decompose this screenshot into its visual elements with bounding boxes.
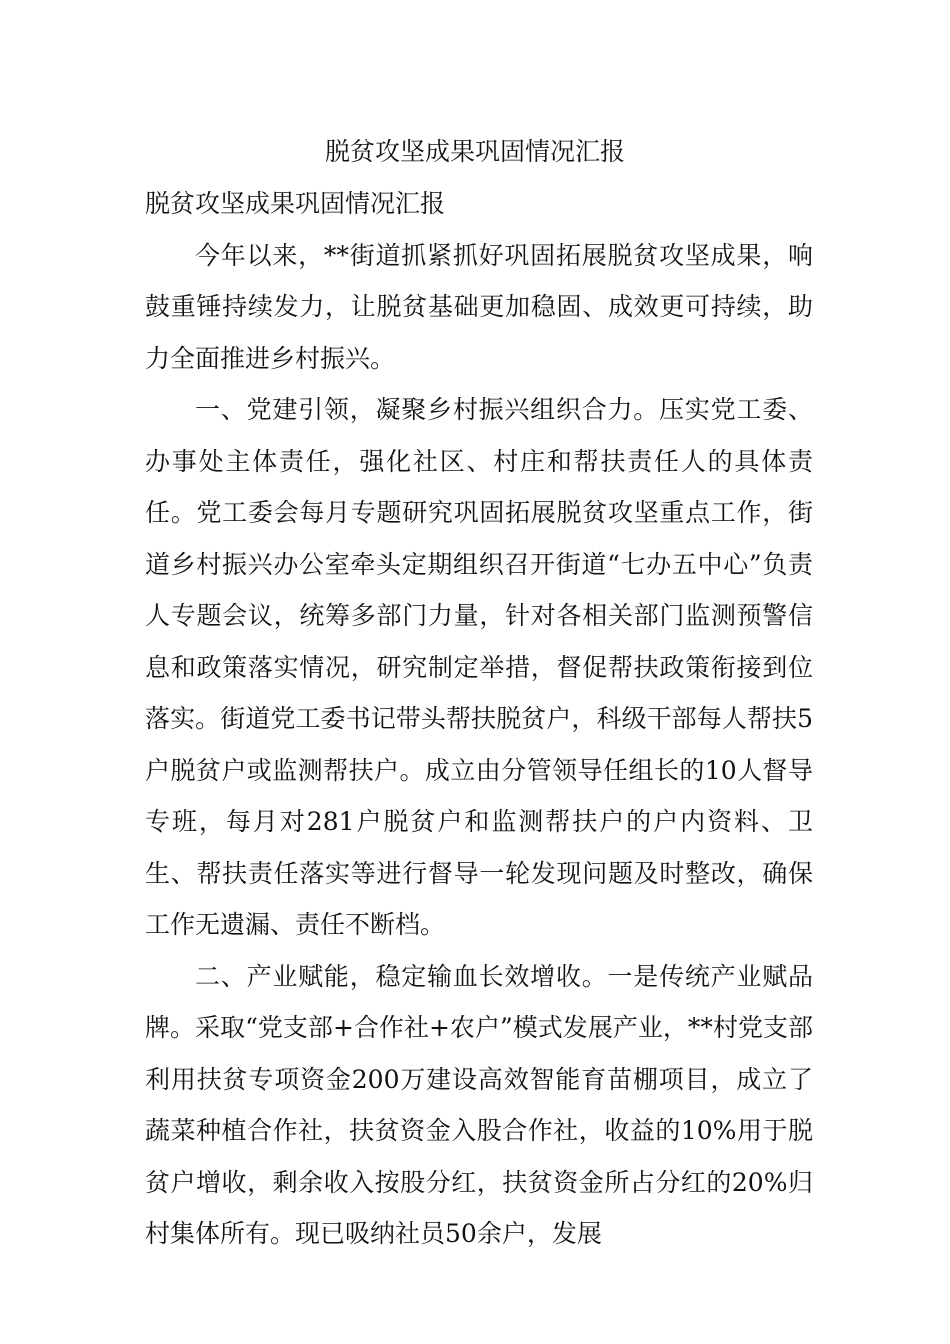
paragraph-industry: 二、产业赋能，稳定输血长效增收。一是传统产业赋品牌。采取“党支部+合作社+农户”模式发展产业，**村党支部利用扶贫专项资金200万建设高效智能育苗棚项目，成立了蔬菜种植合作社，扶贫资金入股合作社，收益的10%用于脱贫户增收，剩余收入按股分红，扶贫资金所占分红的20%归村集体所有。现已吸纳社员50余户，发展 xyxy=(145,961,813,1248)
document-body xyxy=(145,178,813,1260)
document-subtitle: 脱贫攻坚成果巩固情况汇报 xyxy=(145,189,446,218)
document-title: 脱贫攻坚成果巩固情况汇报 xyxy=(324,137,625,166)
paragraph-party-building: 一、党建引领，凝聚乡村振兴组织合力。压实党工委、办事处主体责任，强化社区、村庄和帮扶责任人的具体责任。党工委会每月专题研究巩固拓展脱贫攻坚重点工作，街道乡村振兴办公室牵头定期组织召开街道“七办五中心”负责人专题会议，统筹多部门力量，针对各相关部门监测预警信息和政策落实情况，研究制定举措，督促帮扶政策衔接到位落实。街道党工委书记带头帮扶脱贫户，科级干部每人帮扶5户脱贫户或监测帮扶户。成立由分管领导任组长的10人督导专班，每月对281户脱贫户和监测帮扶户的户内资料、卫生、帮扶责任落实等进行督导一轮发现问题及时整改，确保工作无遗漏、责任不断档。 xyxy=(145,395,813,939)
paragraph-intro: 今年以来，**街道抓紧抓好巩固拓展脱贫攻坚成果，响鼓重锤持续发力，让脱贫基础更加稳固、成效更可持续，助力全面推进乡村振兴。 xyxy=(145,240,813,373)
